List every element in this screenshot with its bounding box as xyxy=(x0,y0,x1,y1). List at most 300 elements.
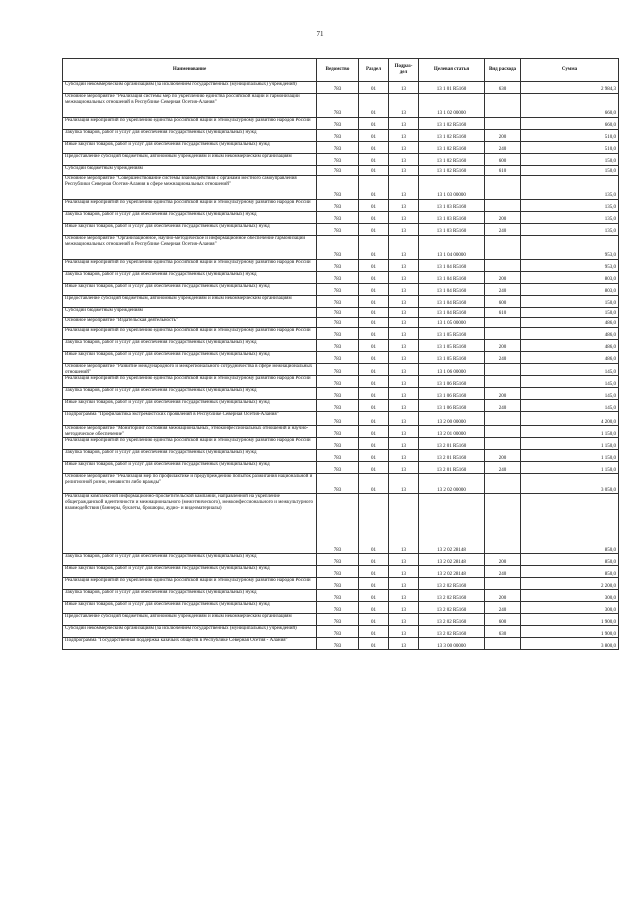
row-section: 01 xyxy=(359,578,389,590)
row-expense-type xyxy=(485,578,521,590)
row-subsection: 13 xyxy=(389,296,419,308)
table-row xyxy=(63,426,619,438)
row-expense-type xyxy=(485,412,521,426)
row-subsection: 13 xyxy=(389,118,419,130)
row-expense-type: 240 xyxy=(485,602,521,614)
table-row xyxy=(63,462,619,474)
row-name: Основное мероприятие "Издательская деятельность" xyxy=(63,318,317,328)
row-subsection: 13 xyxy=(389,388,419,400)
row-expense-type: 200 xyxy=(485,130,521,142)
row-amount: 3 050,0 xyxy=(521,474,619,494)
row-section: 01 xyxy=(359,566,389,578)
row-name: Основное мероприятие "Реализация мер по профилактике и предупреждению попыток разжигания национальной и религиозной розни, ненависти либо вражды" xyxy=(63,474,317,494)
row-expense-type: 200 xyxy=(485,554,521,566)
row-expense-type xyxy=(485,118,521,130)
row-target-article: 13 2 02 28148 xyxy=(419,554,485,566)
row-amount: 135,0 xyxy=(521,212,619,224)
row-department: 783 xyxy=(317,462,359,474)
row-department: 783 xyxy=(317,352,359,364)
row-target-article: 13 2 02 R5160 xyxy=(419,590,485,602)
row-department: 783 xyxy=(317,400,359,412)
row-amount: 135,0 xyxy=(521,176,619,200)
row-department: 783 xyxy=(317,142,359,154)
row-section: 01 xyxy=(359,494,389,554)
table-row xyxy=(63,118,619,130)
row-expense-type: 240 xyxy=(485,462,521,474)
row-target-article: 13 1 02 R5160 xyxy=(419,130,485,142)
table-row xyxy=(63,352,619,364)
table-row xyxy=(63,284,619,296)
row-department: 783 xyxy=(317,376,359,388)
row-section: 01 xyxy=(359,352,389,364)
row-expense-type xyxy=(485,474,521,494)
row-amount: 486,0 xyxy=(521,328,619,340)
row-subsection: 13 xyxy=(389,260,419,272)
row-expense-type: 240 xyxy=(485,352,521,364)
row-subsection: 13 xyxy=(389,400,419,412)
row-name: Иные закупки товаров, работ и услуг для обеспечения государственных (муниципальных) нужд xyxy=(63,400,317,412)
row-department: 783 xyxy=(317,154,359,166)
row-section: 01 xyxy=(359,154,389,166)
row-section: 01 xyxy=(359,142,389,154)
table-body xyxy=(63,82,619,650)
row-subsection: 13 xyxy=(389,352,419,364)
row-name: Закупка товаров, работ и услуг для обеспечения государственных (муниципальных) нужд xyxy=(63,340,317,352)
row-section: 01 xyxy=(359,118,389,130)
row-name: Иные закупки товаров, работ и услуг для обеспечения государственных (муниципальных) нужд xyxy=(63,284,317,296)
table-row xyxy=(63,554,619,566)
row-expense-type xyxy=(485,438,521,450)
header-amount: Сумма xyxy=(521,59,619,82)
row-amount: 300,0 xyxy=(521,602,619,614)
row-name: Предоставление субсидий бюджетным, автономным учреждениям и иным некоммерческим организациям xyxy=(63,614,317,626)
row-name: Подпрограмма "Профилактика экстремистских проявлений в Республике Северная Осетия-Алания" xyxy=(63,412,317,426)
row-target-article: 13 1 05 R5160 xyxy=(419,328,485,340)
row-expense-type: 200 xyxy=(485,590,521,602)
row-target-article: 13 1 02 R5160 xyxy=(419,166,485,176)
row-amount: 953,0 xyxy=(521,236,619,260)
row-department: 783 xyxy=(317,450,359,462)
row-section: 01 xyxy=(359,212,389,224)
row-amount: 1 150,0 xyxy=(521,450,619,462)
row-department: 783 xyxy=(317,364,359,376)
row-amount: 2 200,0 xyxy=(521,578,619,590)
table-row xyxy=(63,412,619,426)
row-subsection: 13 xyxy=(389,412,419,426)
row-expense-type xyxy=(485,494,521,554)
row-amount: 803,0 xyxy=(521,284,619,296)
row-amount: 2 984,3 xyxy=(521,82,619,94)
row-department: 783 xyxy=(317,438,359,450)
row-subsection: 13 xyxy=(389,376,419,388)
table-row xyxy=(63,308,619,318)
row-target-article: 13 1 05 R5160 xyxy=(419,340,485,352)
row-section: 01 xyxy=(359,426,389,438)
row-section: 01 xyxy=(359,602,389,614)
row-amount: 486,0 xyxy=(521,352,619,364)
row-department: 783 xyxy=(317,296,359,308)
row-expense-type xyxy=(485,638,521,650)
row-target-article: 13 1 04 R5160 xyxy=(419,308,485,318)
row-expense-type: 600 xyxy=(485,614,521,626)
row-name: Субсидии некоммерческим организациям (за исключением государственных (муниципальных) учреждений) xyxy=(63,82,317,94)
row-department: 783 xyxy=(317,82,359,94)
row-subsection: 13 xyxy=(389,626,419,638)
row-expense-type xyxy=(485,200,521,212)
row-target-article: 13 2 01 00000 xyxy=(419,426,485,438)
header-subsection: Подраз-дел xyxy=(389,59,419,82)
row-department: 783 xyxy=(317,318,359,328)
row-expense-type: 610 xyxy=(485,166,521,176)
row-target-article: 13 1 06 R5160 xyxy=(419,376,485,388)
row-section: 01 xyxy=(359,450,389,462)
table-row xyxy=(63,494,619,554)
row-name: Закупка товаров, работ и услуг для обеспечения государственных (муниципальных) нужд xyxy=(63,590,317,602)
table-row xyxy=(63,638,619,650)
row-amount: 300,0 xyxy=(521,590,619,602)
row-department: 783 xyxy=(317,426,359,438)
row-name: Основное мероприятие "Организационное, научно-методическое и информационное обеспечение гармонизации межнациональных отношений в Республике Северная Осетия-Алания" xyxy=(63,236,317,260)
row-department: 783 xyxy=(317,554,359,566)
row-subsection: 13 xyxy=(389,224,419,236)
row-subsection: 13 xyxy=(389,212,419,224)
row-subsection: 13 xyxy=(389,200,419,212)
table-row xyxy=(63,130,619,142)
row-subsection: 13 xyxy=(389,328,419,340)
row-expense-type xyxy=(485,426,521,438)
row-subsection: 13 xyxy=(389,340,419,352)
row-name: Иные закупки товаров, работ и услуг для обеспечения государственных (муниципальных) нужд xyxy=(63,142,317,154)
row-name: Иные закупки товаров, работ и услуг для обеспечения государственных (муниципальных) нужд xyxy=(63,462,317,474)
row-name: Реализация мероприятий по укреплению единства российской нации и этнокультурному развитию народов России xyxy=(63,438,317,450)
table-row xyxy=(63,260,619,272)
row-amount: 135,0 xyxy=(521,224,619,236)
row-department: 783 xyxy=(317,284,359,296)
table-row xyxy=(63,166,619,176)
row-expense-type: 610 xyxy=(485,308,521,318)
table-row xyxy=(63,176,619,200)
row-target-article: 13 1 04 00000 xyxy=(419,236,485,260)
row-amount: 1 900,0 xyxy=(521,626,619,638)
row-department: 783 xyxy=(317,118,359,130)
table-row xyxy=(63,296,619,308)
row-expense-type: 600 xyxy=(485,154,521,166)
row-name: Основное мероприятие "Совершенствование системы взаимодействия с органами местного самоуправления Республики Северная Осетия-Алания в сфере межнациональных отношений" xyxy=(63,176,317,200)
row-amount: 150,0 xyxy=(521,166,619,176)
row-department: 783 xyxy=(317,614,359,626)
row-target-article: 13 1 02 R5160 xyxy=(419,154,485,166)
row-expense-type xyxy=(485,364,521,376)
row-expense-type xyxy=(485,236,521,260)
table-row xyxy=(63,154,619,166)
row-target-article: 13 2 02 R5160 xyxy=(419,626,485,638)
header-section: Раздел xyxy=(359,59,389,82)
row-amount: 3 800,0 xyxy=(521,638,619,650)
row-expense-type xyxy=(485,328,521,340)
row-target-article: 13 2 02 R5160 xyxy=(419,578,485,590)
row-target-article: 13 2 01 R5160 xyxy=(419,462,485,474)
row-name: Реализация мероприятий по укреплению единства российской нации и этнокультурному развитию народов России xyxy=(63,260,317,272)
row-amount: 953,0 xyxy=(521,260,619,272)
table-row xyxy=(63,94,619,118)
table-row xyxy=(63,224,619,236)
row-department: 783 xyxy=(317,224,359,236)
row-target-article: 13 1 06 R5160 xyxy=(419,388,485,400)
row-section: 01 xyxy=(359,236,389,260)
row-department: 783 xyxy=(317,176,359,200)
row-target-article: 13 2 02 28148 xyxy=(419,494,485,554)
row-section: 01 xyxy=(359,94,389,118)
row-subsection: 13 xyxy=(389,590,419,602)
table-row xyxy=(63,450,619,462)
row-amount: 510,0 xyxy=(521,142,619,154)
row-subsection: 13 xyxy=(389,236,419,260)
table-row xyxy=(63,578,619,590)
header-expense-type: Вид расхода xyxy=(485,59,521,82)
row-department: 783 xyxy=(317,328,359,340)
row-section: 01 xyxy=(359,376,389,388)
header-department: Ведомство xyxy=(317,59,359,82)
row-target-article: 13 1 04 R5160 xyxy=(419,296,485,308)
row-name: Предоставление субсидий бюджетным, автономным учреждениям и иным некоммерческим организациям xyxy=(63,154,317,166)
row-expense-type: 240 xyxy=(485,142,521,154)
row-department: 783 xyxy=(317,260,359,272)
row-subsection: 13 xyxy=(389,450,419,462)
row-subsection: 13 xyxy=(389,462,419,474)
table-header-row xyxy=(63,59,619,82)
row-subsection: 13 xyxy=(389,426,419,438)
row-section: 01 xyxy=(359,364,389,376)
table-row xyxy=(63,376,619,388)
table-row xyxy=(63,566,619,578)
row-department: 783 xyxy=(317,200,359,212)
row-name: Иные закупки товаров, работ и услуг для обеспечения государственных (муниципальных) нужд xyxy=(63,566,317,578)
row-target-article: 13 1 02 R5160 xyxy=(419,142,485,154)
row-section: 01 xyxy=(359,590,389,602)
row-name: Основное мероприятие "Развитие международного и межрегионального сотрудничества в сфере межнациональных отношений" xyxy=(63,364,317,376)
row-target-article: 13 2 02 28148 xyxy=(419,566,485,578)
row-target-article: 13 1 06 R5160 xyxy=(419,400,485,412)
row-department: 783 xyxy=(317,474,359,494)
row-section: 01 xyxy=(359,462,389,474)
row-section: 01 xyxy=(359,260,389,272)
page-number: 71 xyxy=(316,30,324,38)
row-section: 01 xyxy=(359,614,389,626)
row-section: 01 xyxy=(359,318,389,328)
row-amount: 145,0 xyxy=(521,400,619,412)
table-row xyxy=(63,614,619,626)
row-section: 01 xyxy=(359,82,389,94)
row-department: 783 xyxy=(317,412,359,426)
row-subsection: 13 xyxy=(389,318,419,328)
row-name: Субсидии некоммерческим организациям (за исключением государственных (муниципальных) учреждений) xyxy=(63,626,317,638)
row-expense-type: 240 xyxy=(485,224,521,236)
row-expense-type: 200 xyxy=(485,272,521,284)
row-department: 783 xyxy=(317,494,359,554)
row-subsection: 13 xyxy=(389,142,419,154)
row-target-article: 13 1 03 R5160 xyxy=(419,212,485,224)
row-amount: 150,0 xyxy=(521,308,619,318)
table-row xyxy=(63,236,619,260)
row-section: 01 xyxy=(359,308,389,318)
row-name: Субсидии бюджетным учреждениям xyxy=(63,308,317,318)
row-subsection: 13 xyxy=(389,130,419,142)
row-section: 01 xyxy=(359,166,389,176)
row-department: 783 xyxy=(317,578,359,590)
row-expense-type: 240 xyxy=(485,284,521,296)
row-amount: 660,0 xyxy=(521,94,619,118)
row-target-article: 13 1 05 00000 xyxy=(419,318,485,328)
row-name: Иные закупки товаров, работ и услуг для обеспечения государственных (муниципальных) нужд xyxy=(63,352,317,364)
row-name: Реализация мероприятий по укреплению единства российской нации и этнокультурному развитию народов России xyxy=(63,328,317,340)
row-section: 01 xyxy=(359,400,389,412)
table-row xyxy=(63,602,619,614)
row-amount: 1 150,0 xyxy=(521,426,619,438)
row-department: 783 xyxy=(317,130,359,142)
row-target-article: 13 1 04 R5160 xyxy=(419,272,485,284)
table-row xyxy=(63,82,619,94)
row-target-article: 13 2 02 00000 xyxy=(419,474,485,494)
row-name: Закупка товаров, работ и услуг для обеспечения государственных (муниципальных) нужд xyxy=(63,554,317,566)
row-expense-type xyxy=(485,318,521,328)
row-subsection: 13 xyxy=(389,166,419,176)
row-name: Закупка товаров, работ и услуг для обеспечения государственных (муниципальных) нужд xyxy=(63,272,317,284)
row-section: 01 xyxy=(359,474,389,494)
row-amount: 150,0 xyxy=(521,154,619,166)
row-name: Реализация мероприятий по укреплению единства российской нации и этнокультурному развитию народов России xyxy=(63,118,317,130)
row-expense-type: 200 xyxy=(485,212,521,224)
row-name: Субсидии бюджетным учреждениям xyxy=(63,166,317,176)
row-section: 01 xyxy=(359,296,389,308)
row-target-article: 13 1 04 R5160 xyxy=(419,284,485,296)
row-section: 01 xyxy=(359,130,389,142)
row-section: 01 xyxy=(359,638,389,650)
table-row xyxy=(63,340,619,352)
row-expense-type xyxy=(485,176,521,200)
row-subsection: 13 xyxy=(389,438,419,450)
row-section: 01 xyxy=(359,176,389,200)
row-amount: 1 150,0 xyxy=(521,438,619,450)
row-name: Реализация комплексной информационно-просветительской кампании, направленной на укрепление общегражданской идентичности и межнационального (межэтнического), межконфессионального и межкультурного взаимодействия (баннеры, буклеты, брошюры, аудио- и видеоматериалы) xyxy=(63,494,317,554)
table-row xyxy=(63,272,619,284)
row-department: 783 xyxy=(317,602,359,614)
header-target-article: Целевая статья xyxy=(419,59,485,82)
row-subsection: 13 xyxy=(389,364,419,376)
row-target-article: 13 1 02 00000 xyxy=(419,94,485,118)
row-subsection: 13 xyxy=(389,614,419,626)
row-expense-type: 600 xyxy=(485,296,521,308)
row-name: Закупка товаров, работ и услуг для обеспечения государственных (муниципальных) нужд xyxy=(63,130,317,142)
table-row xyxy=(63,626,619,638)
row-name: Основное мероприятие "Реализация системы мер по укреплению единства российской нации и гармонизации межнациональных отношений в Республике Северная Осетия-Алания" xyxy=(63,94,317,118)
row-name: Основное мероприятие "Мониторинг состояния межнациональных, этноконфессиональных отношений и научно-методическое обеспечение" xyxy=(63,426,317,438)
row-expense-type: 200 xyxy=(485,340,521,352)
row-amount: 145,0 xyxy=(521,364,619,376)
row-target-article: 13 2 02 R5160 xyxy=(419,602,485,614)
row-target-article: 13 1 02 R5160 xyxy=(419,118,485,130)
table-row xyxy=(63,200,619,212)
row-target-article: 13 1 06 00000 xyxy=(419,364,485,376)
row-target-article: 13 2 01 R5160 xyxy=(419,450,485,462)
row-department: 783 xyxy=(317,638,359,650)
row-department: 783 xyxy=(317,212,359,224)
row-amount: 850,0 xyxy=(521,554,619,566)
row-target-article: 13 2 00 00000 xyxy=(419,412,485,426)
row-amount: 510,0 xyxy=(521,130,619,142)
row-amount: 145,0 xyxy=(521,388,619,400)
row-expense-type xyxy=(485,94,521,118)
row-amount: 850,0 xyxy=(521,566,619,578)
row-department: 783 xyxy=(317,388,359,400)
row-department: 783 xyxy=(317,566,359,578)
row-amount: 145,0 xyxy=(521,376,619,388)
row-amount: 660,0 xyxy=(521,118,619,130)
row-department: 783 xyxy=(317,626,359,638)
row-department: 783 xyxy=(317,236,359,260)
row-name: Реализация мероприятий по укреплению единства российской нации и этнокультурному развитию народов России xyxy=(63,376,317,388)
row-section: 01 xyxy=(359,438,389,450)
row-section: 01 xyxy=(359,388,389,400)
row-department: 783 xyxy=(317,590,359,602)
table-row xyxy=(63,364,619,376)
row-section: 01 xyxy=(359,272,389,284)
row-subsection: 13 xyxy=(389,602,419,614)
row-subsection: 13 xyxy=(389,308,419,318)
row-target-article: 13 1 04 R5160 xyxy=(419,260,485,272)
row-section: 01 xyxy=(359,224,389,236)
row-expense-type: 200 xyxy=(485,450,521,462)
row-department: 783 xyxy=(317,166,359,176)
row-subsection: 13 xyxy=(389,272,419,284)
row-amount: 135,0 xyxy=(521,200,619,212)
row-name: Иные закупки товаров, работ и услуг для обеспечения государственных (муниципальных) нужд xyxy=(63,602,317,614)
row-amount: 486,0 xyxy=(521,318,619,328)
row-section: 01 xyxy=(359,284,389,296)
row-department: 783 xyxy=(317,272,359,284)
table-row xyxy=(63,328,619,340)
row-subsection: 13 xyxy=(389,284,419,296)
table-row xyxy=(63,212,619,224)
row-amount: 4 200,0 xyxy=(521,412,619,426)
row-target-article: 13 1 03 R5160 xyxy=(419,200,485,212)
row-amount: 803,0 xyxy=(521,272,619,284)
row-target-article: 13 2 01 R5160 xyxy=(419,438,485,450)
row-expense-type: 240 xyxy=(485,400,521,412)
row-department: 783 xyxy=(317,340,359,352)
row-target-article: 13 1 05 R5160 xyxy=(419,352,485,364)
row-department: 783 xyxy=(317,308,359,318)
row-section: 01 xyxy=(359,554,389,566)
table-row xyxy=(63,590,619,602)
budget-table xyxy=(62,58,619,650)
table-row xyxy=(63,388,619,400)
row-section: 01 xyxy=(359,340,389,352)
row-section: 01 xyxy=(359,412,389,426)
table-row xyxy=(63,438,619,450)
row-amount: 850,0 xyxy=(521,494,619,554)
table-row xyxy=(63,400,619,412)
row-expense-type xyxy=(485,260,521,272)
table-row xyxy=(63,142,619,154)
header-name: Наименование xyxy=(63,59,317,82)
row-expense-type: 630 xyxy=(485,626,521,638)
row-subsection: 13 xyxy=(389,82,419,94)
row-subsection: 13 xyxy=(389,94,419,118)
row-name: Закупка товаров, работ и услуг для обеспечения государственных (муниципальных) нужд xyxy=(63,212,317,224)
row-expense-type: 630 xyxy=(485,82,521,94)
row-department: 783 xyxy=(317,94,359,118)
row-subsection: 13 xyxy=(389,578,419,590)
